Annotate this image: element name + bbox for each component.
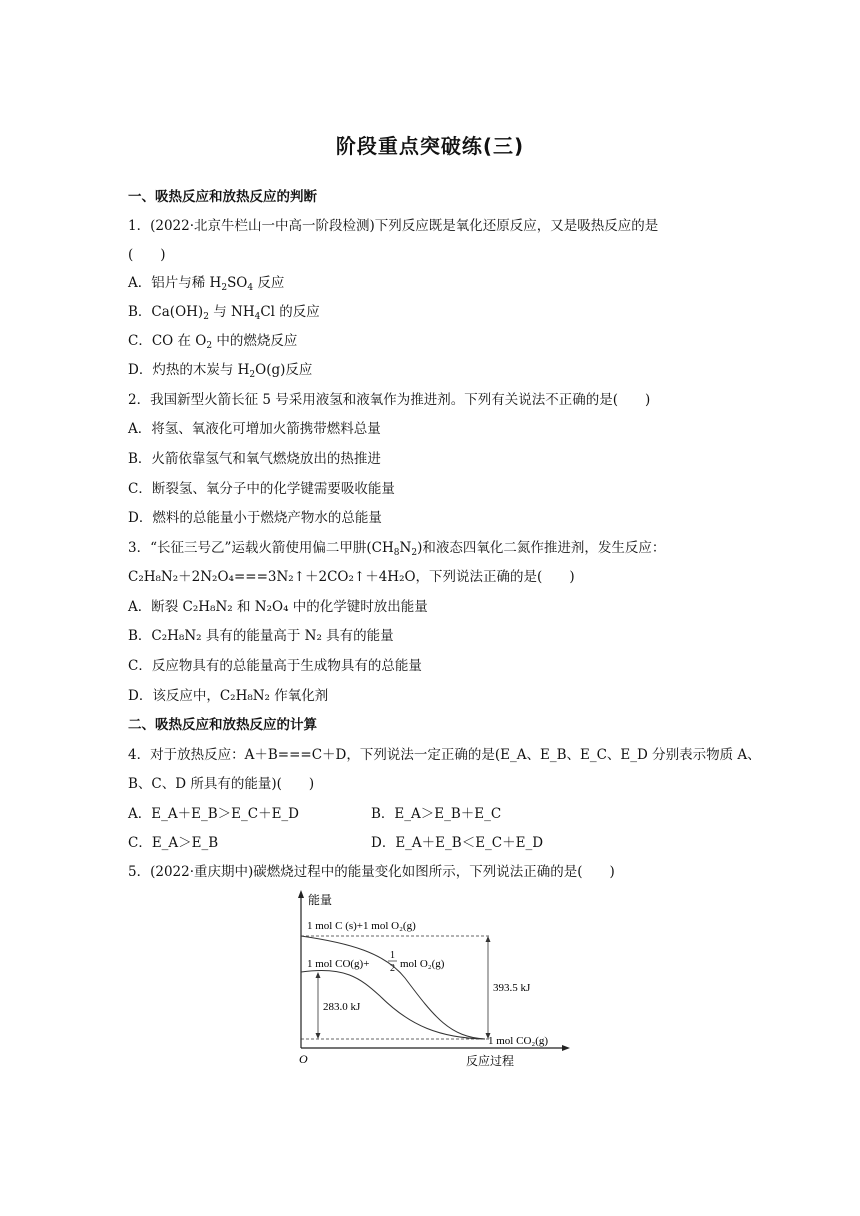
- q3-stem: 3．“长征三号乙”运载火箭使用偏二甲肼$(CH_8N_2)$和液态四氧化二氮作推进剂，发生反应：: [128, 540, 666, 558]
- q3-option-c: C．反应物具有的总能量高于生成物具有的总能量: [128, 658, 422, 674]
- origin-label: O: [299, 1052, 308, 1066]
- arrow-283-head-bottom: [316, 1033, 321, 1039]
- mid-level-label-b: mol O₂(g): [400, 958, 445, 970]
- energy-diagram: [290, 888, 580, 1073]
- section-heading-1: 一、吸热反应和放热反应的判断: [128, 189, 317, 205]
- q4-option-d: D．E_A＋E_B＜E_C＋E_D: [371, 835, 544, 851]
- frac-numerator: 1: [390, 950, 395, 961]
- q2-option-c: C．断裂氢、氧分子中的化学键需要吸收能量: [128, 481, 395, 497]
- q1-option-c: C．CO 在 $O_2$ 中的燃烧反应: [128, 333, 298, 351]
- q2-option-d: D．燃料的总能量小于燃烧产物水的总能量: [128, 510, 382, 526]
- bottom-level-label: 1 mol CO₂(g): [488, 1035, 549, 1047]
- q3-option-a: A．断裂 C₂H₈N₂ 和 N₂O₄ 中的化学键时放出能量: [128, 599, 428, 615]
- q4-option-c: C．E_A＞E_B: [128, 835, 219, 851]
- page-title: 阶段重点突破练(三): [335, 134, 525, 158]
- q3-option-b: B．C₂H₈N₂ 具有的能量高于 N₂ 具有的能量: [128, 628, 394, 644]
- arrow-393-head-top: [486, 936, 491, 942]
- q2-stem: 2．我国新型火箭长征 5 号采用液氢和液氧作为推进剂。下列有关说法不正确的是( ): [128, 392, 651, 408]
- y-axis-arrow: [298, 890, 304, 898]
- q2-option-b: B．火箭依靠氢气和氧气燃烧放出的热推进: [128, 451, 381, 467]
- q2-option-a: A．将氢、氧液化可增加火箭携带燃料总量: [128, 421, 381, 437]
- x-axis-label: 反应过程: [466, 1054, 515, 1068]
- section-heading-2: 二、吸热反应和放热反应的计算: [128, 717, 317, 733]
- dh-393-label: 393.5 kJ: [493, 982, 531, 994]
- q1-stem-paren: ( ): [128, 247, 166, 263]
- frac-denominator: 2: [390, 963, 395, 974]
- q3-option-d: D．该反应中，C₂H₈N₂ 作氧化剂: [128, 688, 329, 704]
- arrow-283-head-top: [316, 972, 321, 978]
- q3-equation: C₂H₈N₂＋2N₂O₄===3N₂↑＋2CO₂↑＋4H₂O，下列说法正确的是( ): [128, 569, 575, 585]
- q5-stem: 5．(2022·重庆期中)碳燃烧过程中的能量变化如图所示，下列说法正确的是( ): [128, 864, 615, 880]
- q4-stem: 4．对于放热反应：A＋B===C＋D，下列说法一定正确的是(E_A、E_B、E_C、E_D 分别表示物质 A、: [128, 747, 761, 763]
- mid-level-label-a: 1 mol CO(g)+: [307, 958, 370, 970]
- q4-option-b: B．E_A＞E_B＋E_C: [371, 806, 502, 822]
- top-level-label: 1 mol C (s)+1 mol O₂(g): [307, 920, 416, 932]
- dh-283-label: 283.0 kJ: [323, 1001, 361, 1013]
- q1-stem: 1．(2022·北京牛栏山一中高一阶段检测)下列反应既是氧化还原反应，又是吸热反应的是: [128, 218, 659, 234]
- y-axis-label: 能量: [308, 893, 333, 907]
- q1-option-a: A．铝片与稀 $H_2SO_4$ 反应: [128, 275, 285, 293]
- q1-option-d: D．灼热的木炭与 $H_2O(g)$反应: [128, 362, 313, 380]
- x-axis-arrow: [562, 1045, 570, 1051]
- q1-option-b: B．$Ca(OH)_2$ 与 $NH_4Cl$ 的反应: [128, 304, 320, 322]
- q4-option-a: A．E_A＋E_B＞E_C＋E_D: [128, 806, 299, 822]
- q4-stem-cont: B、C、D 所具有的能量)( ): [128, 776, 315, 792]
